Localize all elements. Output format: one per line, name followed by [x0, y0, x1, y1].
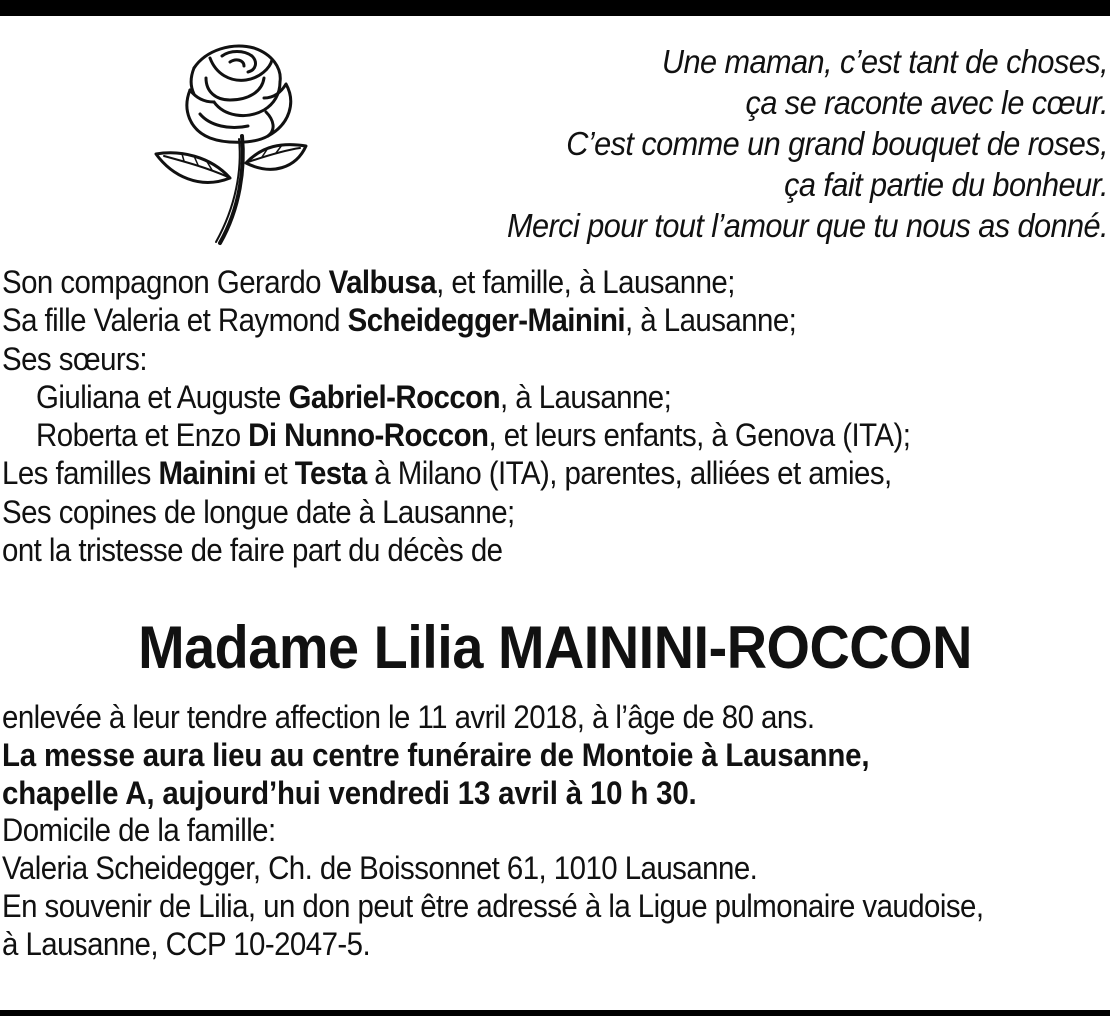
family-name: Mainini [158, 455, 256, 492]
family-name: Valbusa [328, 264, 437, 300]
family-name: Di Nunno-Roccon [248, 417, 489, 454]
ceremony-line: chapelle A, aujourd’hui vendredi 13 avril à 10 h 30. [2, 774, 697, 811]
family-list [2, 263, 1069, 569]
family-line: Sa fille Valeria et Raymond Scheidegger-Mainini, à Lausanne; [2, 302, 797, 339]
rose-icon [150, 38, 310, 248]
family-line: Les familles Mainini et Testa à Milano (ITA), parentes, alliées et amies, [2, 455, 892, 492]
family-name: Scheidegger-Mainini [347, 302, 626, 339]
details [2, 699, 1097, 964]
family-line: Son compagnon Gerardo Valbusa, et famille, à Lausanne; [2, 264, 735, 300]
family-line: Giuliana et Auguste Gabriel-Roccon, à Lausanne; [36, 378, 672, 415]
poem-line: ça fait partie du bonheur. [784, 166, 1108, 203]
detail-line: Domicile de la famille: [2, 812, 276, 849]
poem-line: Une maman, c’est tant de choses, [661, 43, 1108, 80]
family-line: Ses sœurs: [2, 340, 147, 377]
poem-line: ça se raconte avec le cœur. [745, 84, 1108, 121]
family-line: Roberta et Enzo Di Nunno-Roccon, et leurs enfants, à Genova (ITA); [36, 417, 911, 454]
top-rule [0, 0, 1110, 16]
deceased-name: Madame Lilia MAININI-ROCCON [138, 614, 972, 681]
address-line: Valeria Scheidegger, Ch. de Boissonnet 61, 1010 Lausanne. [2, 850, 758, 887]
poem-line: Merci pour tout l’amour que tu nous as donné. [507, 207, 1108, 244]
poem [383, 41, 1108, 246]
family-name: Testa [294, 455, 367, 492]
detail-line: enlevée à leur tendre affection le 11 avril 2018, à l’âge de 80 ans. [2, 699, 815, 735]
donation-line: En souvenir de Lilia, un don peut être adressé à la Ligue pulmonaire vaudoise, [2, 887, 984, 924]
donation-line: à Lausanne, CCP 10-2047-5. [2, 925, 371, 962]
family-name: Gabriel-Roccon [288, 378, 501, 415]
bottom-rule [0, 1010, 1110, 1016]
ceremony-line: La messe aura lieu au centre funéraire de Montoie à Lausanne, [2, 736, 870, 773]
family-line: Ses copines de longue date à Lausanne; [2, 493, 515, 530]
poem-line: C’est comme un grand bouquet de roses, [566, 125, 1108, 162]
family-line: ont la tristesse de faire part du décès de [2, 532, 503, 569]
